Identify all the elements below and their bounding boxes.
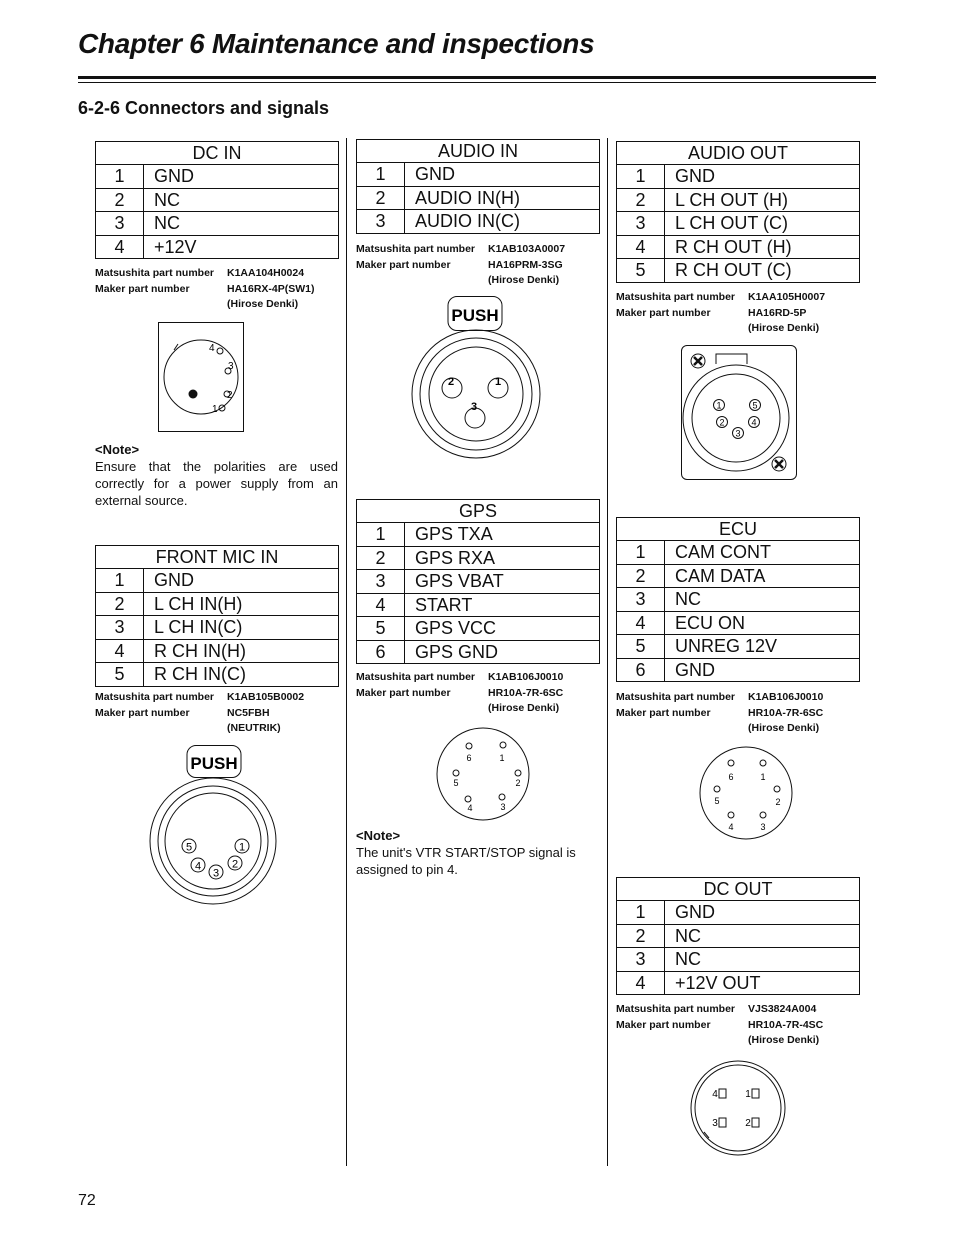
table-row — [617, 972, 859, 995]
pin-signal: GND — [154, 166, 194, 186]
chapter-title: Chapter 6 Maintenance and inspections — [78, 28, 595, 59]
maker-name: (Hirose Denki) — [488, 702, 560, 714]
maker-label: Maker part number — [616, 306, 711, 319]
part-numbers — [616, 290, 825, 337]
maker-name: (Hirose Denki) — [488, 274, 560, 286]
audio-in-connector-diagram — [410, 296, 542, 460]
table-row — [617, 948, 859, 972]
pin-signal: GPS GND — [415, 641, 499, 662]
table-row — [96, 640, 338, 664]
pin-label: 3 — [760, 822, 766, 832]
pin-socket — [217, 348, 223, 354]
connector-inner — [429, 347, 523, 441]
pin-label: 4 — [194, 860, 202, 873]
page-number: 72 — [78, 1192, 96, 1209]
pin-label: 2 — [775, 797, 781, 807]
note-heading: <Note> — [95, 442, 140, 457]
table-row — [96, 569, 338, 593]
pin-number: 2 — [617, 565, 665, 588]
table-title: ECU — [617, 518, 859, 541]
gps-connector-diagram — [436, 727, 530, 821]
pin-signal: UNREG 12V — [675, 636, 778, 656]
pin-number: 4 — [96, 640, 144, 663]
table-row — [357, 617, 599, 641]
pin-label: 6 — [728, 772, 734, 782]
matsushita-label: Matsushita part number — [356, 243, 476, 255]
dc-in-connector-diagram — [158, 322, 244, 432]
pin-signal: GND — [675, 902, 715, 922]
table-title: DC OUT — [617, 878, 859, 901]
pin-number: 3 — [96, 616, 144, 639]
table-row — [617, 635, 859, 659]
pin-signal: NC — [675, 589, 701, 609]
table-row — [617, 236, 859, 260]
table-title: AUDIO OUT — [617, 142, 859, 165]
pin-signal: NC — [675, 925, 701, 946]
connector-rim — [420, 338, 532, 450]
pin-socket — [760, 812, 766, 818]
connector-outline — [683, 365, 789, 471]
maker-label: Maker part number — [356, 258, 451, 271]
matsushita-part: K1AA104H0024 — [227, 267, 305, 279]
pin-signal: GND — [154, 570, 194, 590]
part-numbers — [356, 242, 565, 289]
pin-signal: NC — [154, 189, 180, 210]
note-text: The unit's VTR START/STOP signal is assigned to pin 4. — [356, 845, 576, 877]
connector-frame — [159, 323, 244, 432]
part-numbers — [95, 266, 315, 313]
pin-number: 1 — [357, 163, 405, 186]
pin-number: 1 — [96, 165, 144, 188]
pin-number: 5 — [96, 663, 144, 686]
pin-socket — [728, 812, 734, 818]
ecu-table — [616, 517, 860, 682]
maker-part: NC5FBH — [227, 706, 270, 719]
gps-note — [356, 827, 601, 878]
pin-number: 1 — [96, 569, 144, 592]
push-label: PUSH — [451, 306, 499, 325]
table-row — [357, 523, 599, 547]
pin-signal: GND — [675, 166, 715, 186]
maker-name: (Hirose Denki) — [748, 722, 820, 734]
pin-label: 2 — [745, 1118, 751, 1129]
pin-label: 4 — [728, 822, 734, 832]
table-row — [617, 565, 859, 589]
pin-label: 4 — [712, 1089, 718, 1100]
pin-number: 2 — [96, 593, 144, 616]
table-row — [357, 547, 599, 571]
pin-number: 4 — [96, 236, 144, 259]
pin-socket — [515, 770, 521, 776]
header-rule-thin — [78, 82, 876, 83]
pin-socket — [760, 760, 766, 766]
pin-signal: L CH IN(C) — [154, 617, 243, 637]
matsushita-label: Matsushita part number — [616, 1003, 736, 1015]
section-title: 6-2-6 Connectors and signals — [78, 98, 330, 118]
maker-label: Maker part number — [95, 706, 190, 719]
matsushita-part: K1AB103A0007 — [488, 243, 566, 255]
pin-signal: R CH OUT (H) — [675, 236, 792, 257]
maker-part: HA16PRM-3SG — [488, 258, 563, 271]
pin-signal: GPS VCC — [415, 618, 497, 638]
pin-signal: GPS VBAT — [415, 571, 504, 591]
push-label: PUSH — [190, 754, 238, 773]
maker-part: HR10A-7R-6SC — [488, 686, 564, 699]
pin-label: 1 — [716, 400, 722, 411]
maker-label: Maker part number — [616, 1018, 711, 1031]
pin-signal: GND — [415, 164, 455, 184]
pin-socket — [189, 390, 198, 399]
audio-in-table — [356, 139, 600, 234]
pin-number: 3 — [357, 570, 405, 593]
pin-signal: R CH IN(C) — [154, 664, 246, 684]
pin-number: 2 — [357, 547, 405, 570]
column-divider — [346, 138, 347, 1166]
pin-number: 5 — [617, 635, 665, 658]
dc-out-connector-diagram — [690, 1060, 786, 1156]
pin-label: 5 — [185, 841, 193, 854]
pin-label: 5 — [752, 400, 758, 411]
pin-label: 2 — [719, 417, 725, 428]
connector-outline — [412, 330, 540, 458]
maker-label: Maker part number — [356, 686, 451, 699]
table-row — [617, 588, 859, 612]
matsushita-part: K1AB105B0002 — [227, 691, 305, 703]
pin-label: 2 — [227, 390, 233, 401]
connector-outline — [164, 340, 238, 414]
front-mic-in-connector-diagram — [150, 745, 278, 890]
matsushita-label: Matsushita part number — [95, 267, 215, 279]
pin-socket — [774, 786, 780, 792]
part-numbers — [616, 1002, 823, 1049]
pin-socket — [500, 742, 506, 748]
table-title: AUDIO IN — [357, 140, 599, 163]
matsushita-part: K1AB106J0010 — [748, 691, 824, 703]
pin-signal: +12V — [154, 236, 197, 257]
pin-socket — [752, 1089, 759, 1098]
pin-label: 3 — [500, 802, 506, 812]
column-divider — [607, 138, 608, 1166]
pin-number: 3 — [96, 212, 144, 235]
ecu-connector-diagram — [699, 746, 793, 840]
connector-outline — [700, 747, 792, 839]
pin-label: 3 — [735, 428, 741, 439]
matsushita-label: Matsushita part number — [616, 291, 736, 303]
pin-label: 5 — [714, 796, 720, 806]
connector-outline — [150, 778, 276, 904]
gps-table — [356, 499, 600, 664]
pin-label: 2 — [515, 778, 521, 788]
pin-number: 5 — [617, 259, 665, 282]
dc-out-table — [616, 877, 860, 995]
pin-socket — [728, 760, 734, 766]
pin-signal: AUDIO IN(C) — [415, 211, 520, 231]
table-row — [617, 541, 859, 565]
pin-number: 2 — [617, 189, 665, 212]
pin-number: 1 — [617, 541, 665, 564]
pin-signal: L CH OUT (C) — [675, 213, 789, 233]
part-numbers — [95, 690, 304, 737]
table-title: DC IN — [96, 142, 338, 165]
connector-rim — [158, 786, 268, 896]
table-row — [96, 616, 338, 640]
pin-socket — [453, 770, 459, 776]
table-row — [617, 612, 859, 636]
table-row — [96, 212, 338, 236]
note-heading: <Note> — [356, 828, 401, 843]
matsushita-part: K1AB106J0010 — [488, 671, 564, 683]
maker-label: Maker part number — [616, 706, 711, 719]
matsushita-label: Matsushita part number — [616, 691, 736, 703]
pin-number: 4 — [357, 594, 405, 617]
connector-inner — [695, 1065, 781, 1151]
pin-socket — [466, 743, 472, 749]
pin-number: 1 — [357, 523, 405, 546]
table-row — [617, 659, 859, 682]
pin-label: 3 — [470, 401, 478, 413]
pin-label: 1 — [760, 772, 766, 782]
pin-signal: CAM DATA — [675, 565, 766, 586]
pin-socket — [752, 1118, 759, 1127]
note-text: Ensure that the polarities are used correctly for a power supply from an external source. — [95, 459, 338, 508]
pin-label: 1 — [212, 404, 218, 415]
maker-name: (NEUTRIK) — [227, 722, 281, 734]
table-row — [357, 570, 599, 594]
table-row — [617, 212, 859, 236]
pin-number: 3 — [617, 948, 665, 971]
matsushita-label: Matsushita part number — [356, 671, 476, 683]
pin-socket — [719, 1089, 726, 1098]
table-row — [357, 187, 599, 211]
table-row — [357, 163, 599, 187]
pin-label: 4 — [467, 803, 473, 813]
pin-number: 6 — [357, 641, 405, 664]
pin-number: 2 — [617, 925, 665, 948]
pin-label: 3 — [228, 361, 234, 372]
pin-label: 1 — [238, 841, 246, 854]
pin-number: 3 — [617, 588, 665, 611]
pin-socket — [714, 786, 720, 792]
pin-label: 2 — [447, 376, 455, 388]
dc-in-table — [95, 141, 339, 259]
pin-signal: NC — [154, 213, 180, 233]
pin-number: 1 — [617, 901, 665, 924]
pin-signal: L CH OUT (H) — [675, 189, 789, 210]
maker-part: HA16RD-5P — [748, 306, 807, 319]
table-row — [617, 189, 859, 213]
pin-socket — [465, 796, 471, 802]
pin-number: 5 — [357, 617, 405, 640]
connector-key — [716, 354, 747, 364]
connector-outline — [691, 1061, 785, 1155]
pin-signal: +12V OUT — [675, 972, 761, 993]
table-row — [96, 593, 338, 617]
pin-label: 1 — [494, 376, 502, 388]
pin-signal: NC — [675, 949, 701, 969]
table-row — [96, 189, 338, 213]
pin-number: 4 — [617, 236, 665, 259]
matsushita-part: VJS3824A004 — [748, 1003, 817, 1015]
front-mic-in-table — [95, 545, 339, 687]
pin-label: 1 — [745, 1089, 751, 1100]
pin-number: 2 — [96, 189, 144, 212]
pin-number: 4 — [617, 972, 665, 995]
pin-signal: R CH IN(H) — [154, 640, 246, 661]
pin-signal: ECU ON — [675, 612, 746, 633]
connector-inner — [692, 374, 780, 462]
pin-label: 2 — [231, 858, 239, 871]
audio-out-table — [616, 141, 860, 283]
pin-label: 5 — [453, 778, 459, 788]
table-row — [96, 236, 338, 259]
pin-number: 2 — [357, 187, 405, 210]
maker-name: (Hirose Denki) — [748, 1034, 820, 1046]
pin-label: 1 — [499, 753, 505, 763]
table-row — [357, 641, 599, 664]
maker-name: (Hirose Denki) — [227, 298, 299, 310]
table-row — [617, 259, 859, 282]
table-row — [617, 901, 859, 925]
maker-name: (Hirose Denki) — [748, 322, 820, 334]
pin-signal: CAM CONT — [675, 542, 771, 562]
maker-part: HA16RX-4P(SW1) — [227, 282, 315, 295]
pin-signal: GND — [675, 659, 715, 680]
pin-label: 6 — [466, 753, 472, 763]
pin-socket — [499, 794, 505, 800]
screw-cross — [694, 357, 702, 365]
pin-label: 3 — [712, 1118, 718, 1129]
pin-signal: AUDIO IN(H) — [415, 187, 520, 208]
pin-signal: L CH IN(H) — [154, 593, 243, 614]
pin-number: 1 — [617, 165, 665, 188]
pin-label: 4 — [209, 343, 215, 354]
pin-number: 6 — [617, 659, 665, 682]
pin-number: 3 — [357, 210, 405, 233]
pin-signal: R CH OUT (C) — [675, 260, 792, 280]
dc-in-note — [95, 441, 338, 509]
audio-out-connector-diagram — [681, 345, 797, 480]
table-title: FRONT MIC IN — [96, 546, 338, 569]
pin-label: 4 — [751, 417, 757, 428]
maker-part: HR10A-7R-4SC — [748, 1018, 824, 1031]
pin-socket — [719, 1118, 726, 1127]
pin-signal: GPS TXA — [415, 524, 493, 544]
header-rule — [78, 76, 876, 79]
table-row — [357, 210, 599, 233]
pin-number: 3 — [617, 212, 665, 235]
part-numbers — [616, 690, 823, 737]
pin-number: 4 — [617, 612, 665, 635]
table-row — [357, 594, 599, 618]
matsushita-label: Matsushita part number — [95, 691, 215, 703]
table-row — [617, 925, 859, 949]
table-title: GPS — [357, 500, 599, 523]
screw-cross — [775, 460, 783, 468]
table-row — [96, 663, 338, 686]
table-row — [617, 165, 859, 189]
part-numbers — [356, 670, 563, 717]
pin-label: 3 — [212, 867, 220, 880]
table-row — [96, 165, 338, 189]
maker-label: Maker part number — [95, 282, 190, 295]
matsushita-part: K1AA105H0007 — [748, 291, 826, 303]
pin-signal: GPS RXA — [415, 547, 496, 568]
maker-part: HR10A-7R-6SC — [748, 706, 824, 719]
pin-signal: START — [415, 594, 473, 615]
